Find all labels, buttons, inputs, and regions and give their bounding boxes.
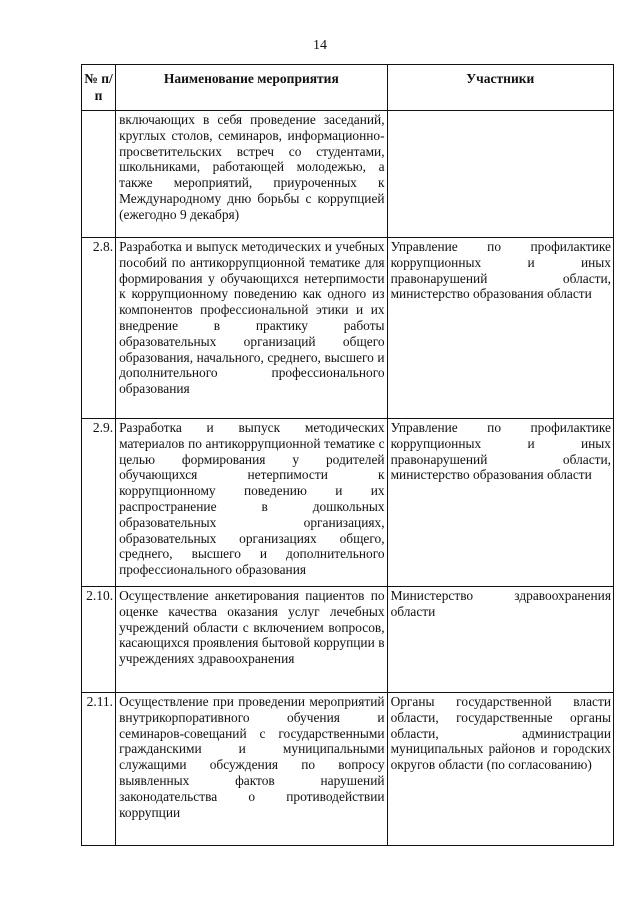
row-number: 2.8.	[82, 238, 116, 419]
header-participants: Участники	[387, 65, 613, 111]
row-number: 2.10.	[82, 587, 116, 693]
row-participants: Управление по профилактике коррупционных и иных правонарушений области, министерство образования области	[387, 238, 613, 419]
table-header-row	[82, 65, 614, 111]
row-measure-name: Осуществление при проведении мероприятий внутрикорпоративного обучения и семинаров-совещаний с государственными гражданскими и муниципальными служащими обсуждения по вопросу выявленных фактов нарушений законодательства о противодействии коррупции	[116, 693, 388, 846]
row-number: 2.11.	[82, 693, 116, 846]
row-participants: Управление по профилактике коррупционных и иных правонарушений области, министерство образования области	[387, 419, 613, 587]
page-number: 14	[313, 38, 327, 53]
row-participants	[387, 111, 613, 238]
table-row	[82, 587, 614, 693]
row-measure-name: Разработка и выпуск методических и учебных пособий по антикоррупционной тематике для формирования у обучающихся нетерпимости к коррупционному поведению как одного из компонентов профессиональной этики и их внедрение в практику работы образовательных организаций общего образования, начального, среднего, высшего и дополнительного профессионального образования	[116, 238, 388, 419]
table-row	[82, 111, 614, 238]
table-row	[82, 419, 614, 587]
table-row	[82, 238, 614, 419]
row-number	[82, 111, 116, 238]
header-name: Наименование мероприятия	[116, 65, 388, 111]
row-measure-name: включающих в себя проведение заседаний, круглых столов, семинаров, информационно-просветительских встреч со студентами, школьниками, работающей молодежью, а также мероприятий, приуроченных к Международному дню борьбы с коррупцией (ежегодно 9 декабря)	[116, 111, 388, 238]
row-participants: Органы государственной власти области, государственные органы области, администрации муниципальных районов и городских округов области (по согласованию)	[387, 693, 613, 846]
row-number: 2.9.	[82, 419, 116, 587]
header-num: № п/п	[82, 65, 116, 111]
measures-table	[81, 64, 614, 846]
row-measure-name: Осуществление анкетирования пациентов по оценке качества оказания услуг лечебных учреждений области с включением вопросов, касающихся проявления бытовой коррупции в учреждениях здравоохранения	[116, 587, 388, 693]
row-participants: Министерство здравоохранения области	[387, 587, 613, 693]
table-row	[82, 693, 614, 846]
row-measure-name: Разработка и выпуск методических материалов по антикоррупционной тематике с целью формирования у родителей обучающихся нетерпимости к коррупционному поведению и их распространение в дошкольных образовательных организациях, образовательных организациях общего, среднего, высшего и дополнительного профессионального образования	[116, 419, 388, 587]
